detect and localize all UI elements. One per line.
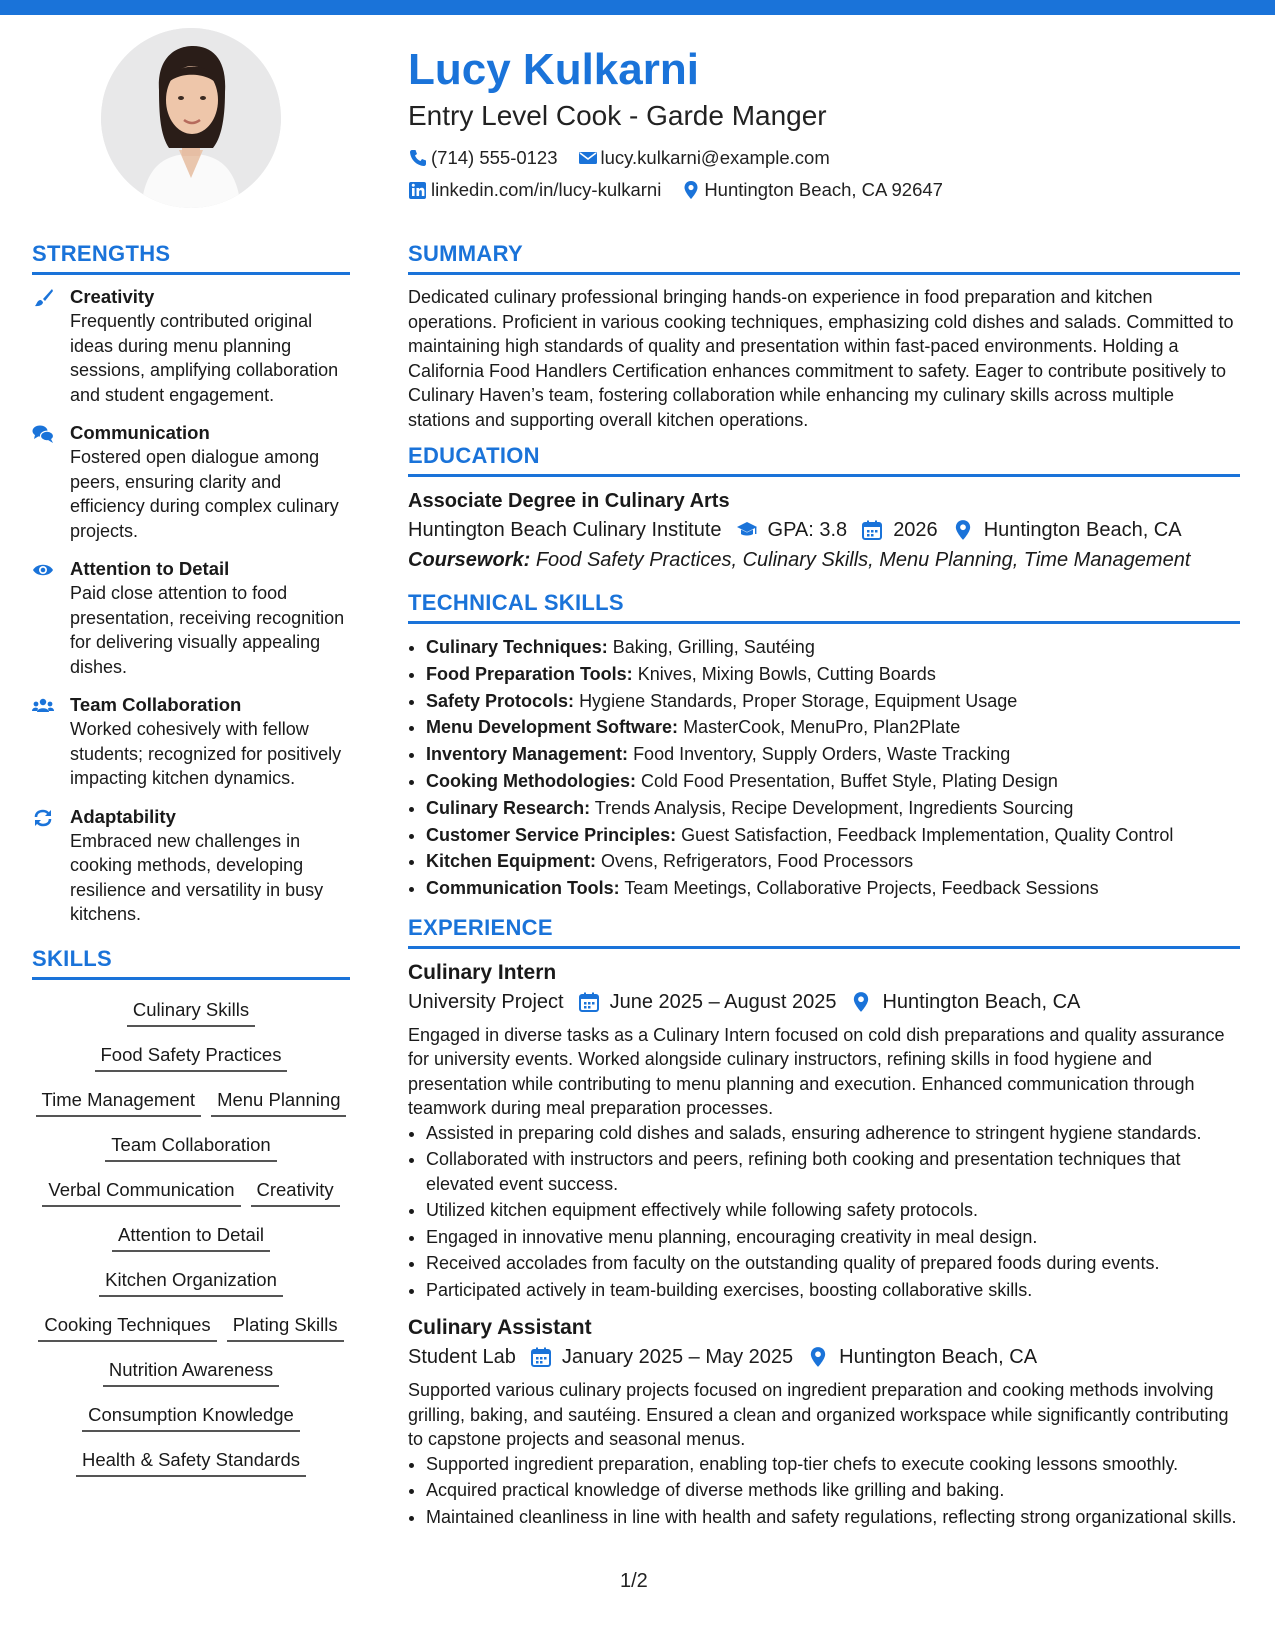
technical-skills-heading: TECHNICAL SKILLS [408, 589, 1240, 624]
tech-label: Culinary Techniques: [426, 637, 608, 657]
contact-phone [408, 147, 558, 169]
strength-title: Attention to Detail [70, 558, 230, 579]
tech-value: Knives, Mixing Bowls, Cutting Boards [637, 663, 936, 684]
list-item: • Utilized kitchen equipment effectively while following safety protocols. [426, 1198, 1240, 1223]
list-item [426, 822, 1240, 849]
skill-tag: Time Management [36, 1088, 202, 1117]
contact-email[interactable] [578, 147, 830, 169]
map-pin-icon [952, 519, 974, 541]
skill-row [32, 1403, 350, 1448]
eye-icon [32, 560, 54, 580]
job-title: Culinary Intern [408, 960, 557, 984]
tech-label: Kitchen Equipment: [426, 851, 596, 872]
job-org: University Project [408, 990, 564, 1013]
strength-desc: Fostered open dialogue among peers, ensuring clarity and efficiency during complex culinary projects. [70, 447, 339, 541]
education-heading: EDUCATION [408, 442, 1240, 477]
calendar-icon [861, 519, 883, 541]
tech-label: Inventory Management: [426, 744, 629, 765]
calendar-icon [578, 991, 600, 1013]
skill-row [32, 1268, 350, 1313]
strength-title: Creativity [70, 286, 155, 307]
candidate-title: Entry Level Cook - Garde Manger [408, 100, 827, 131]
skills-section [32, 945, 350, 1493]
tech-value: Ovens, Refrigerators, Food Processors [601, 851, 914, 872]
strength-item [32, 693, 350, 791]
skill-tag: Food Safety Practices [95, 1043, 288, 1072]
job-location: Huntington Beach, CA [839, 1346, 1038, 1369]
skill-tag: Team Collaboration [105, 1133, 276, 1162]
refresh-icon [32, 808, 54, 828]
coursework-list: Food Safety Practices, Culinary Skills, Menu Planning, Time Management [535, 549, 1191, 571]
contact-linkedin[interactable] [408, 179, 661, 201]
list-item: • Supported ingredient preparation, enabling top-tier chefs to execute cooking lessons smoothly. [426, 1452, 1240, 1477]
email-text[interactable]: lucy.kulkarni@example.com [600, 147, 830, 168]
skill-tag: Creativity [251, 1178, 340, 1207]
map-pin-icon [681, 180, 701, 200]
map-pin-icon [850, 991, 872, 1013]
list-item [426, 875, 1240, 902]
technical-skills-list [408, 634, 1240, 902]
tech-value: MasterCook, MenuPro, Plan2Plate [683, 717, 961, 738]
envelope-icon [578, 148, 598, 168]
tech-label: Menu Development Software: [426, 717, 679, 738]
list-item [426, 714, 1240, 741]
job-org: Student Lab [408, 1346, 516, 1369]
skill-tag: Health & Safety Standards [76, 1448, 306, 1477]
list-item [426, 634, 1240, 661]
summary-text: Dedicated culinary professional bringing hands-on experience in food preparation and kitchen operations. Proficient in various cooking techniques, emphasizing cold dishes and salads. Committed to maintaining high standards of quality and presentation within fast-paced environments. Holding a California Food Handlers Certification enhances commitment to safety. Eager to contribute positively to Culinary Haven’s team, fostering collaboration while enhancing my culinary skills across multiple stations and supporting overall kitchen operations. [408, 287, 1234, 430]
list-item: • Collaborated with instructors and peers, refining both cooking and presentation techniques that elevated event success. [426, 1147, 1240, 1196]
skill-row [32, 1358, 350, 1403]
strength-desc: Embraced new challenges in cooking methods, developing resilience and versatility in busy kitchens. [70, 830, 324, 924]
list-item [426, 741, 1240, 768]
chat-icon [32, 424, 54, 444]
list-item [426, 768, 1240, 795]
list-item: • Assisted in preparing cold dishes and salads, ensuring adherence to stringent hygiene standards. [426, 1121, 1240, 1146]
job-title: Culinary Assistant [408, 1316, 592, 1340]
job-location: Huntington Beach, CA [882, 990, 1081, 1013]
list-item: • Acquired practical knowledge of diverse methods like grilling and baking. [426, 1478, 1240, 1503]
job-dates: January 2025 – May 2025 [561, 1346, 794, 1369]
list-item: • Maintained cleanliness in line with health and safety regulations, reflecting strong organizational skills. [426, 1505, 1240, 1530]
paintbrush-icon [32, 288, 54, 308]
job-entry [408, 1314, 1240, 1529]
phone-text: (714) 555-0123 [431, 147, 558, 168]
strength-title: Adaptability [70, 805, 176, 827]
contact-row-2 [408, 174, 1248, 206]
left-column [32, 240, 350, 1493]
resume-header [408, 42, 1248, 206]
school-location: Huntington Beach, CA [983, 519, 1182, 541]
candidate-name: Lucy Kulkarni [408, 45, 699, 94]
strength-desc: Frequently contributed original ideas during menu planning sessions, amplifying collaboration and student engagement. [70, 311, 339, 405]
phone-icon [408, 148, 428, 168]
list-item [426, 848, 1240, 875]
strength-item [32, 285, 350, 407]
job-entry [408, 959, 1240, 1303]
skill-tag: Cooking Techniques [38, 1313, 216, 1342]
avatar-icon [101, 28, 281, 208]
contact-row-1 [408, 142, 1248, 174]
tech-value: Guest Satisfaction, Feedback Implementation, Quality Control [681, 824, 1174, 845]
skill-tag: Menu Planning [211, 1088, 346, 1117]
skill-row [32, 1448, 350, 1493]
job-description: Engaged in diverse tasks as a Culinary Intern focused on cold dish preparations and quality assurance for university events. Worked alongside culinary instructors, refining skills in food hygiene and presentation while contributing to menu planning and execution. Enhanced communication through teamwork during meal preparation processes. [408, 1024, 1225, 1119]
strength-item [32, 421, 350, 543]
tech-label: Culinary Research: [426, 797, 591, 818]
job-description: Supported various culinary projects focused on ingredient preparation and cooking methods involving grilling, baking, and sautéing. Ensured a clean and organized workspace while significantly contributing to capstone projects and seasonal menus. [408, 1380, 1229, 1450]
list-item [426, 688, 1240, 715]
linkedin-text[interactable]: linkedin.com/in/lucy-kulkarni [431, 179, 662, 200]
strength-desc: Paid close attention to food presentation, receiving recognition for delivering visually appealing dishes. [70, 583, 345, 677]
skill-row [32, 1223, 350, 1268]
job-meta [408, 1342, 1240, 1372]
skill-tag: Nutrition Awareness [103, 1358, 279, 1387]
coursework-label: Coursework: [408, 549, 531, 571]
calendar-icon [530, 1346, 552, 1368]
skill-row [32, 1043, 350, 1088]
education-meta [408, 515, 1240, 545]
list-item [426, 795, 1240, 822]
job-bullets [408, 1121, 1240, 1303]
graduation-cap-icon [736, 519, 758, 541]
skill-row [32, 1178, 350, 1223]
tech-label: Safety Protocols: [426, 690, 575, 711]
strengths-heading: STRENGTHS [32, 240, 350, 275]
skill-tag: Attention to Detail [112, 1223, 270, 1252]
tech-value: Food Inventory, Supply Orders, Waste Tracking [633, 744, 1011, 765]
list-item: • Received accolades from faculty on the outstanding quality of prepared foods during events. [426, 1251, 1240, 1276]
skill-tag: Verbal Communication [42, 1178, 240, 1207]
tech-value: Cold Food Presentation, Buffet Style, Plating Design [641, 770, 1058, 791]
skill-row [32, 1133, 350, 1178]
contact-location [681, 179, 943, 201]
skill-row [32, 1088, 350, 1133]
tech-label: Food Preparation Tools: [426, 663, 633, 684]
skill-tag: Plating Skills [227, 1313, 344, 1342]
skill-row [32, 998, 350, 1043]
list-item: • Engaged in innovative menu planning, encouraging creativity in meal design. [426, 1225, 1240, 1250]
experience-heading: EXPERIENCE [408, 914, 1240, 949]
job-dates: June 2025 – August 2025 [609, 990, 837, 1013]
skill-row [32, 1313, 350, 1358]
strength-item [32, 805, 350, 927]
grad-year: 2026 [893, 519, 938, 541]
linkedin-icon [408, 180, 428, 200]
profile-photo [101, 28, 281, 208]
list-item [426, 661, 1240, 688]
job-bullets [408, 1452, 1240, 1530]
strength-title: Team Collaboration [70, 694, 242, 715]
coursework [408, 545, 1240, 575]
degree-title: Associate Degree in Culinary Arts [408, 490, 730, 512]
page-number: 1/2 [620, 1570, 648, 1592]
map-pin-icon [807, 1346, 829, 1368]
strength-item [32, 557, 350, 679]
skill-tag: Culinary Skills [127, 998, 255, 1027]
gpa-text: GPA: 3.8 [767, 519, 848, 541]
summary-heading: SUMMARY [408, 240, 1240, 275]
skill-tag: Kitchen Organization [99, 1268, 283, 1297]
tech-value: Baking, Grilling, Sautéing [612, 637, 815, 657]
tech-label: Cooking Methodologies: [426, 770, 636, 791]
location-text: Huntington Beach, CA 92647 [704, 179, 943, 200]
skill-tag: Consumption Knowledge [82, 1403, 300, 1432]
tech-label: Customer Service Principles: [426, 824, 677, 845]
tech-value: Trends Analysis, Recipe Development, Ingredients Sourcing [594, 797, 1074, 818]
tech-value: Hygiene Standards, Proper Storage, Equipment Usage [579, 690, 1018, 711]
list-item: • Participated actively in team-building exercises, boosting collaborative skills. [426, 1278, 1240, 1303]
right-column [408, 240, 1240, 1541]
tech-label: Communication Tools: [426, 878, 620, 899]
top-accent-bar [0, 0, 1275, 15]
school-name: Huntington Beach Culinary Institute [408, 519, 722, 541]
tech-value: Team Meetings, Collaborative Projects, Feedback Sessions [624, 878, 1099, 899]
skills-heading: SKILLS [32, 945, 350, 980]
users-icon [32, 696, 54, 716]
strength-desc: Worked cohesively with fellow students; recognized for positively impacting kitchen dynamics. [70, 719, 342, 788]
job-meta [408, 987, 1240, 1017]
strength-title: Communication [70, 422, 210, 443]
